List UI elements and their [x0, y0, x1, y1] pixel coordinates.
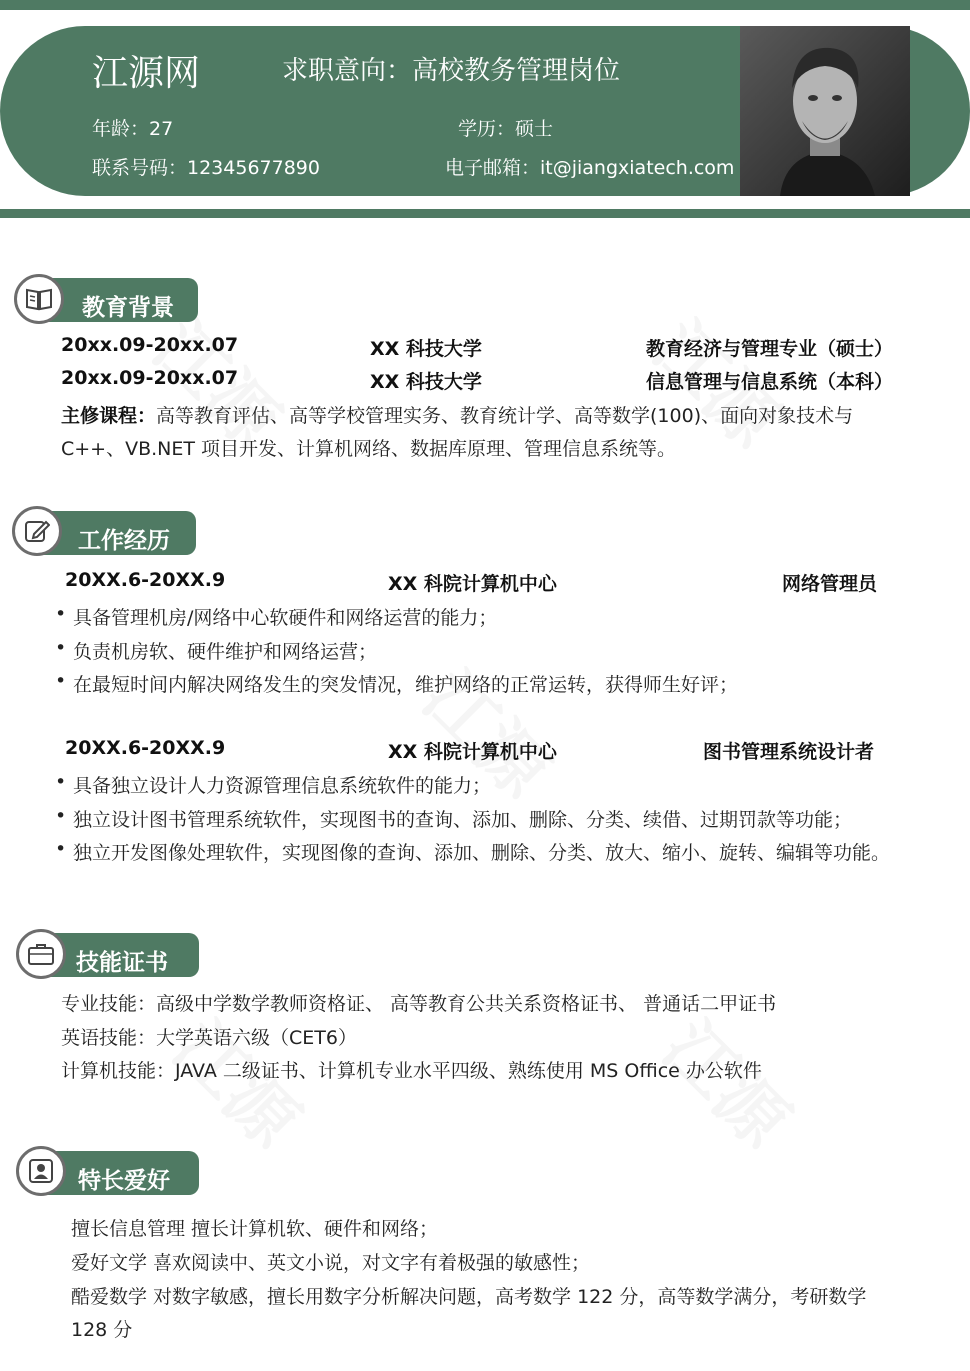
work-icon-circle — [12, 506, 62, 556]
skill-line-1: 专业技能：高级中学数学教师资格证、 高等教育公共关系资格证书、 普通话二甲证书 — [61, 993, 777, 1015]
job-1-bullet-2: • 负责机房软、硬件维护和网络运营； — [73, 637, 377, 664]
job-1-bullet-1: • 具备管理机房/网络中心软硬件和网络运营的能力； — [73, 603, 497, 630]
email: 电子邮箱：it@jiangxiatech.com — [445, 157, 735, 179]
edit-icon — [24, 518, 50, 544]
education-title: 教育背景 — [82, 295, 174, 321]
job-date-2: 20XX.6-20XX.9 — [65, 737, 226, 759]
courses-line-1 — [61, 401, 853, 428]
edu-major-2: 信息管理与信息系统（本科） — [646, 371, 894, 393]
edu-school-1: XX 科技大学 — [370, 338, 482, 360]
job-date-1: 20XX.6-20XX.9 — [65, 569, 226, 591]
phone: 联系号码：12345677890 — [92, 157, 320, 179]
hobby-line-4: 128 分 — [71, 1319, 133, 1341]
hobbies-title: 特长爱好 — [78, 1168, 170, 1194]
education-icon-circle — [14, 274, 64, 324]
courses-line-2: C++、VB.NET 项目开发、计算机网络、数据库原理、管理信息系统等。 — [61, 438, 677, 460]
header-underline — [0, 209, 970, 218]
job-org-1: XX 科院计算机中心 — [388, 573, 557, 595]
skill-line-3: 计算机技能：JAVA 二级证书、计算机专业水平四级、熟练使用 MS Office 办公软件 — [61, 1060, 762, 1082]
edu-school-2: XX 科技大学 — [370, 371, 482, 393]
profile-photo — [740, 26, 910, 196]
job-role-1: 网络管理员 — [782, 573, 878, 595]
user-icon — [28, 1158, 54, 1184]
book-icon — [25, 287, 53, 311]
courses-label: 主修课程： — [61, 405, 157, 427]
job-role-2: 图书管理系统设计者 — [703, 741, 875, 763]
skill-line-2: 英语技能：大学英语六级（CET6） — [61, 1027, 357, 1049]
job-2-bullet-2: • 独立设计图书管理系统软件，实现图书的查询、添加、删除、分类、续借、过期罚款等功能； — [73, 805, 852, 832]
hobby-line-2: 爱好文学 喜欢阅读中、英文小说，对文字有着极强的敏感性； — [71, 1252, 591, 1274]
hobby-line-3: 酷爱数学 对数字敏感，擅长用数字分析解决问题，高考数学 122 分，高等数学满分，考研数学 — [71, 1286, 867, 1308]
skills-icon-circle — [16, 929, 66, 979]
briefcase-icon — [27, 942, 55, 966]
job-org-2: XX 科院计算机中心 — [388, 741, 557, 763]
job-1-bullet-3: • 在最短时间内解决网络发生的突发情况，维护网络的正常运转，获得师生好评； — [73, 670, 738, 697]
job-intent: 求职意向：高校教务管理岗位 — [282, 56, 621, 86]
candidate-name: 江源网 — [92, 53, 201, 94]
hobby-line-1: 擅长信息管理 擅长计算机软、硬件和网络； — [71, 1218, 439, 1240]
age: 年龄：27 — [92, 118, 174, 140]
job-2-bullet-1: • 具备独立设计人力资源管理信息系统软件的能力； — [73, 771, 491, 798]
job-2-bullet-3: • 独立开发图像处理软件，实现图像的查询、添加、删除、分类、放大、缩小、旋转、编辑等功能。 — [73, 838, 890, 865]
edu-date-2: 20xx.09-20xx.07 — [61, 367, 239, 389]
work-title: 工作经历 — [78, 528, 170, 554]
skills-title: 技能证书 — [76, 950, 168, 976]
top-accent-bar — [0, 0, 970, 10]
hobbies-icon-circle — [16, 1146, 66, 1196]
education-level: 学历：硕士 — [458, 118, 554, 140]
courses-text: 高等教育评估、高等学校管理实务、教育统计学、高等数学(100)、面向对象技术与 — [156, 405, 854, 427]
edu-date-1: 20xx.09-20xx.07 — [61, 334, 239, 356]
edu-major-1: 教育经济与管理专业（硕士） — [646, 338, 894, 360]
